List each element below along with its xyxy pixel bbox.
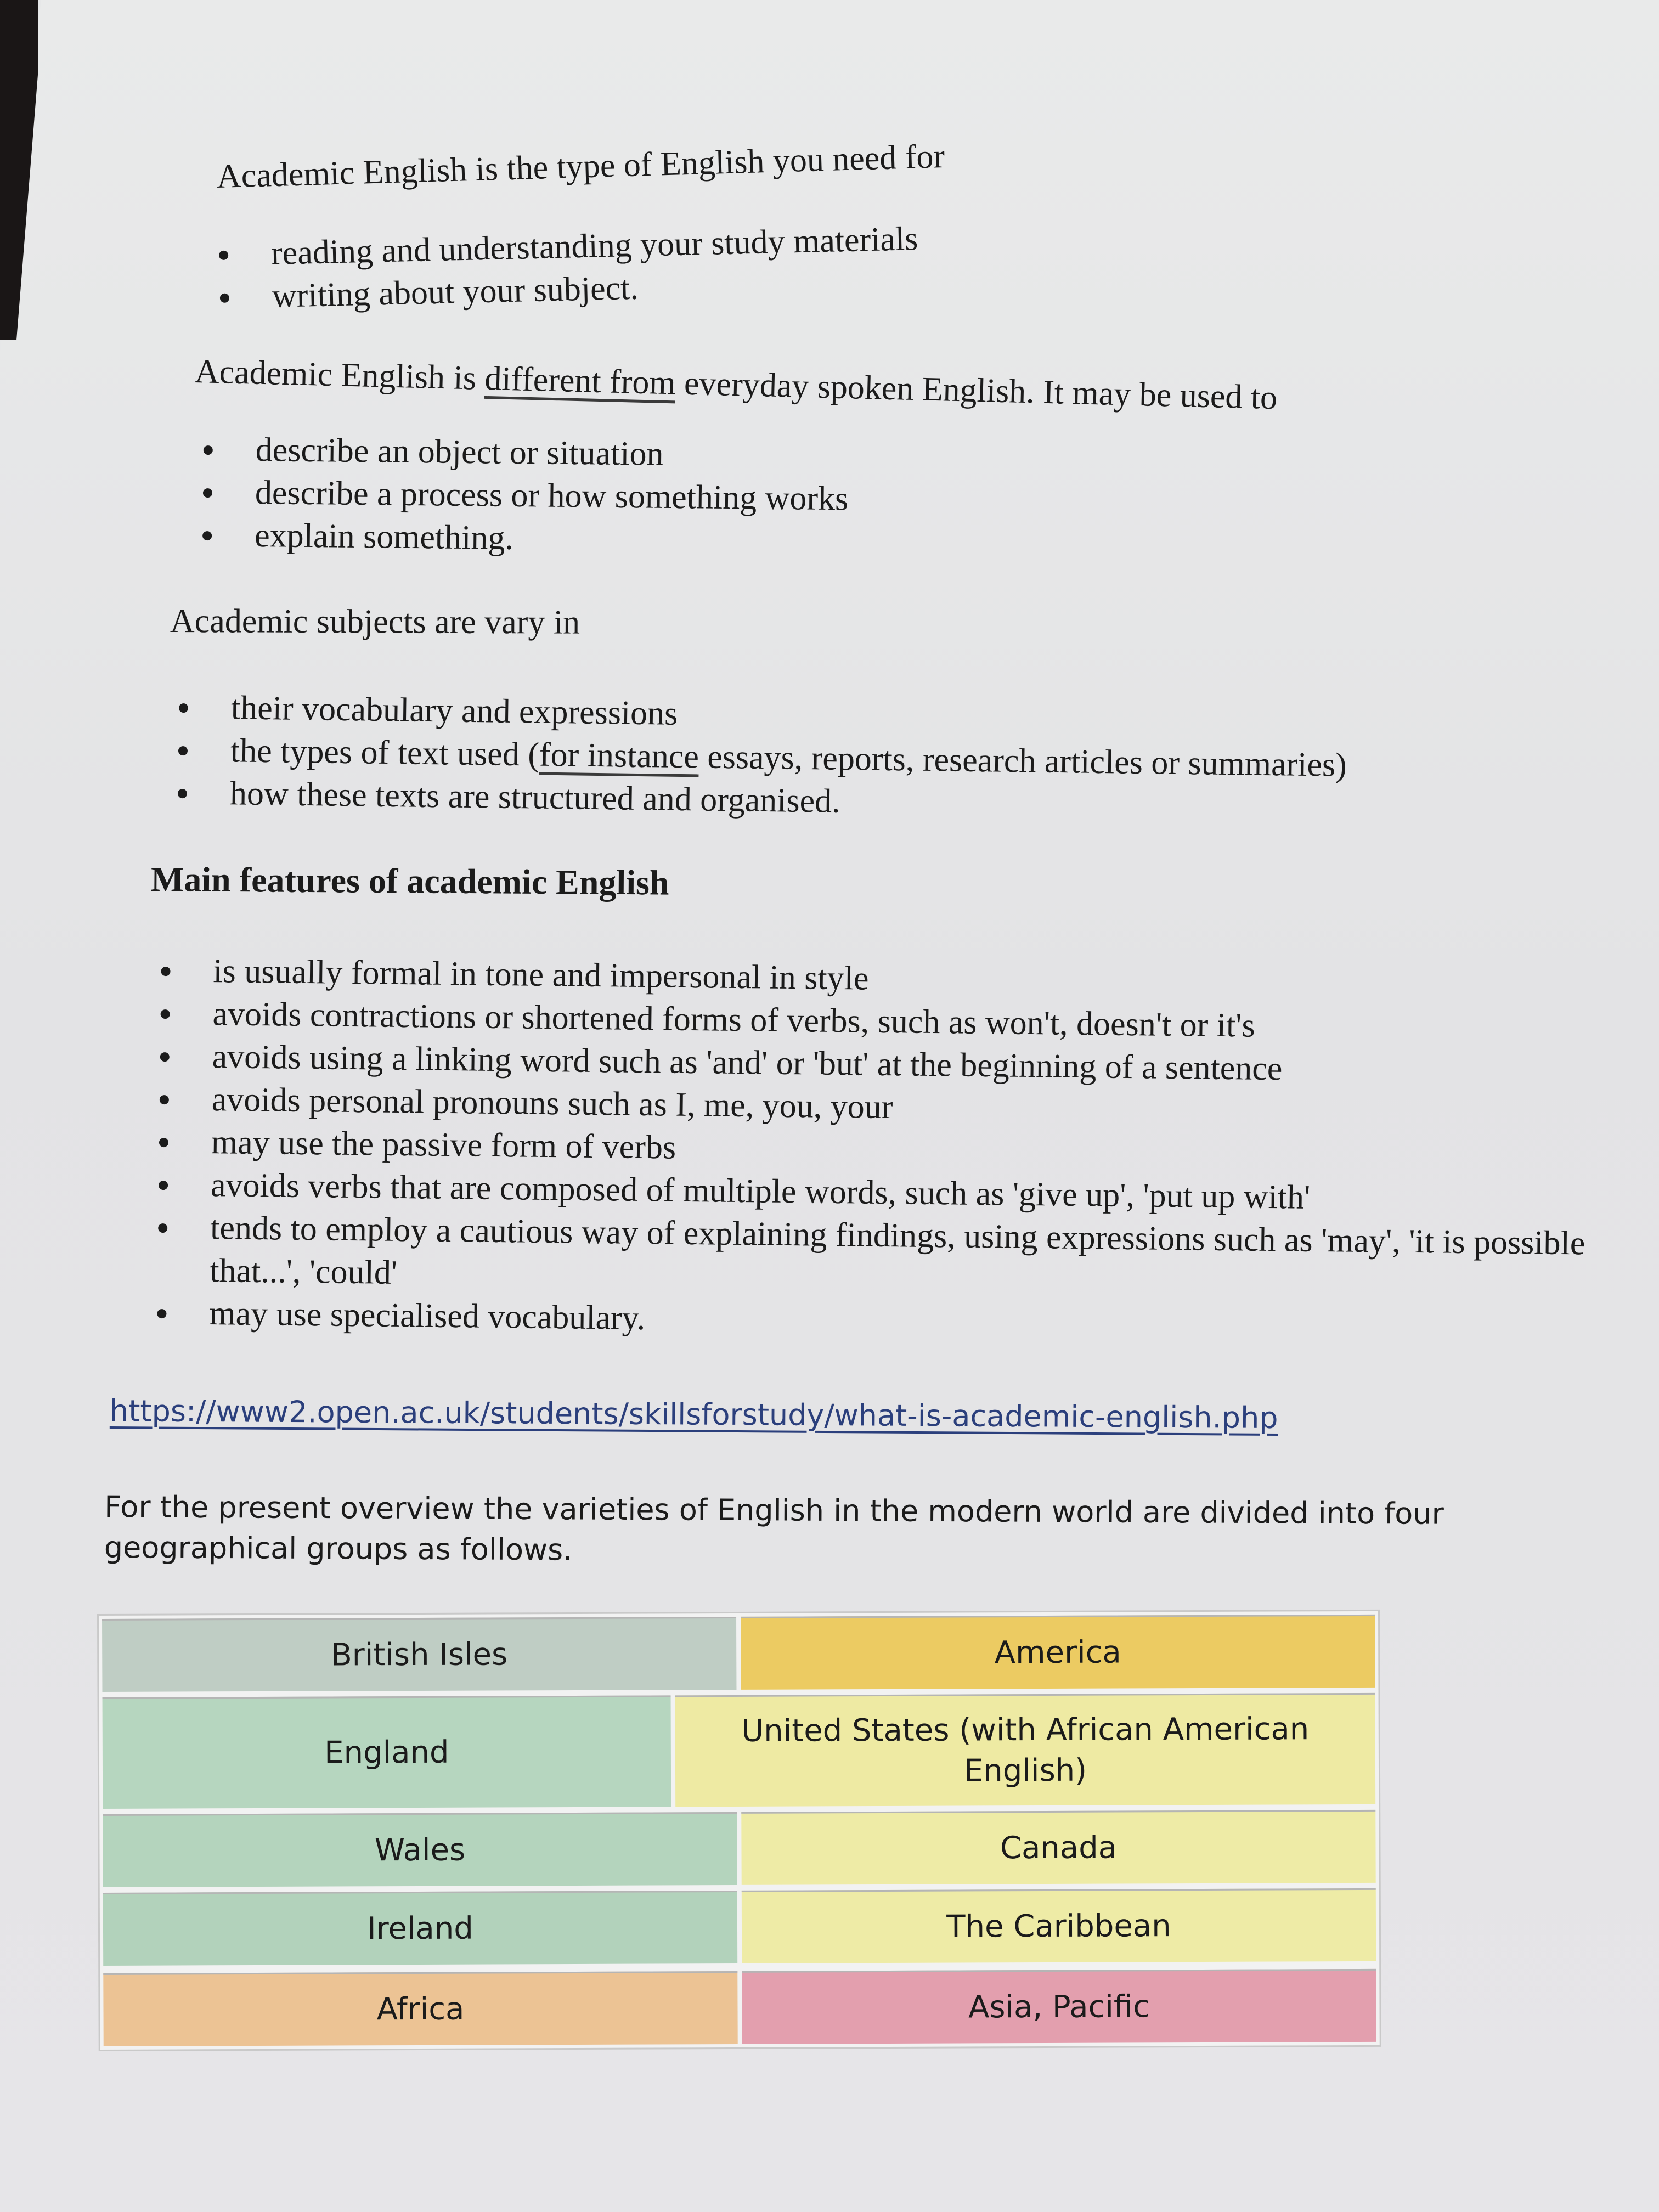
list-item: writing about your subject. — [219, 260, 919, 319]
list-item: their vocabulary and expressions — [179, 686, 1348, 744]
table-row — [103, 1888, 1376, 1966]
intro-text: Academic English is — [194, 353, 486, 397]
table-cell: Canada — [741, 1810, 1375, 1885]
table-cell: The Caribbean — [742, 1888, 1376, 1963]
table-header-british-isles: British Isles — [102, 1617, 736, 1692]
list-item: is usually formal in tone and impersonal in style — [161, 949, 1610, 1008]
section3-list — [177, 686, 1347, 830]
table-cell: England — [103, 1695, 672, 1809]
section4-heading: Main features of academic English — [150, 860, 669, 902]
table-header-america: America — [741, 1615, 1375, 1690]
list-item: how these texts are structured and organised. — [177, 771, 1346, 830]
list-item: may use specialised vocabulary. — [157, 1291, 1606, 1351]
pen-underlined-text: for instance — [539, 736, 699, 776]
list-item: describe an object or situation — [203, 428, 849, 477]
table-cell: Ireland — [103, 1891, 737, 1966]
table-row — [103, 1810, 1375, 1887]
table-cell: Wales — [103, 1812, 737, 1887]
item-text: essays, reports, research articles or summaries) — [698, 738, 1347, 784]
list-item: avoids personal pronouns such as I, me, you, your — [159, 1077, 1608, 1137]
table-row — [102, 1615, 1375, 1692]
source-link[interactable]: https://www2.open.ac.uk/students/skillsforstudy/what-is-academic-english.php — [109, 1393, 1278, 1436]
pen-underlined-text: different from — [484, 359, 676, 402]
list-item: avoids contractions or shortened forms of verbs, such as won't, doesn't or it's — [160, 992, 1609, 1051]
section1-list — [218, 217, 919, 319]
list-item: may use the passive form of verbs — [159, 1120, 1608, 1180]
list-item: describe a process or how something works — [203, 471, 849, 520]
list-item: avoids using a linking word such as 'and' or 'but' at the beginning of a sentence — [160, 1035, 1609, 1094]
table-cell: United States (with African American English) — [675, 1693, 1376, 1807]
section2-list — [202, 428, 849, 563]
varieties-intro: For the present overview the varieties of English in the modern world are divided into four geographical groups as follows. — [104, 1489, 1444, 1567]
table-row — [103, 1693, 1376, 1809]
list-item: avoids verbs that are composed of multiple words, such as 'give up', 'put up with' — [159, 1163, 1607, 1222]
section3-intro: Academic subjects are vary in — [170, 602, 580, 641]
section1-intro: Academic English is the type of English you need for — [216, 137, 945, 195]
intro-text: everyday spoken English. It may be used to — [675, 364, 1278, 417]
table-row — [103, 1969, 1376, 2046]
item-text: the types of text used ( — [230, 732, 540, 774]
list-item: tends to employ a cautious way of explaining findings, using expressions such as 'may', 'it is possible that...', 'could' — [157, 1206, 1607, 1308]
table-cell-africa: Africa — [103, 1971, 737, 2046]
varieties-table — [99, 1611, 1380, 2050]
section4-list — [157, 949, 1610, 1351]
list-item: reading and understanding your study materials — [218, 217, 918, 276]
list-item: explain something. — [202, 514, 848, 563]
table-cell-asia-pacific: Asia, Pacific — [742, 1969, 1376, 2044]
